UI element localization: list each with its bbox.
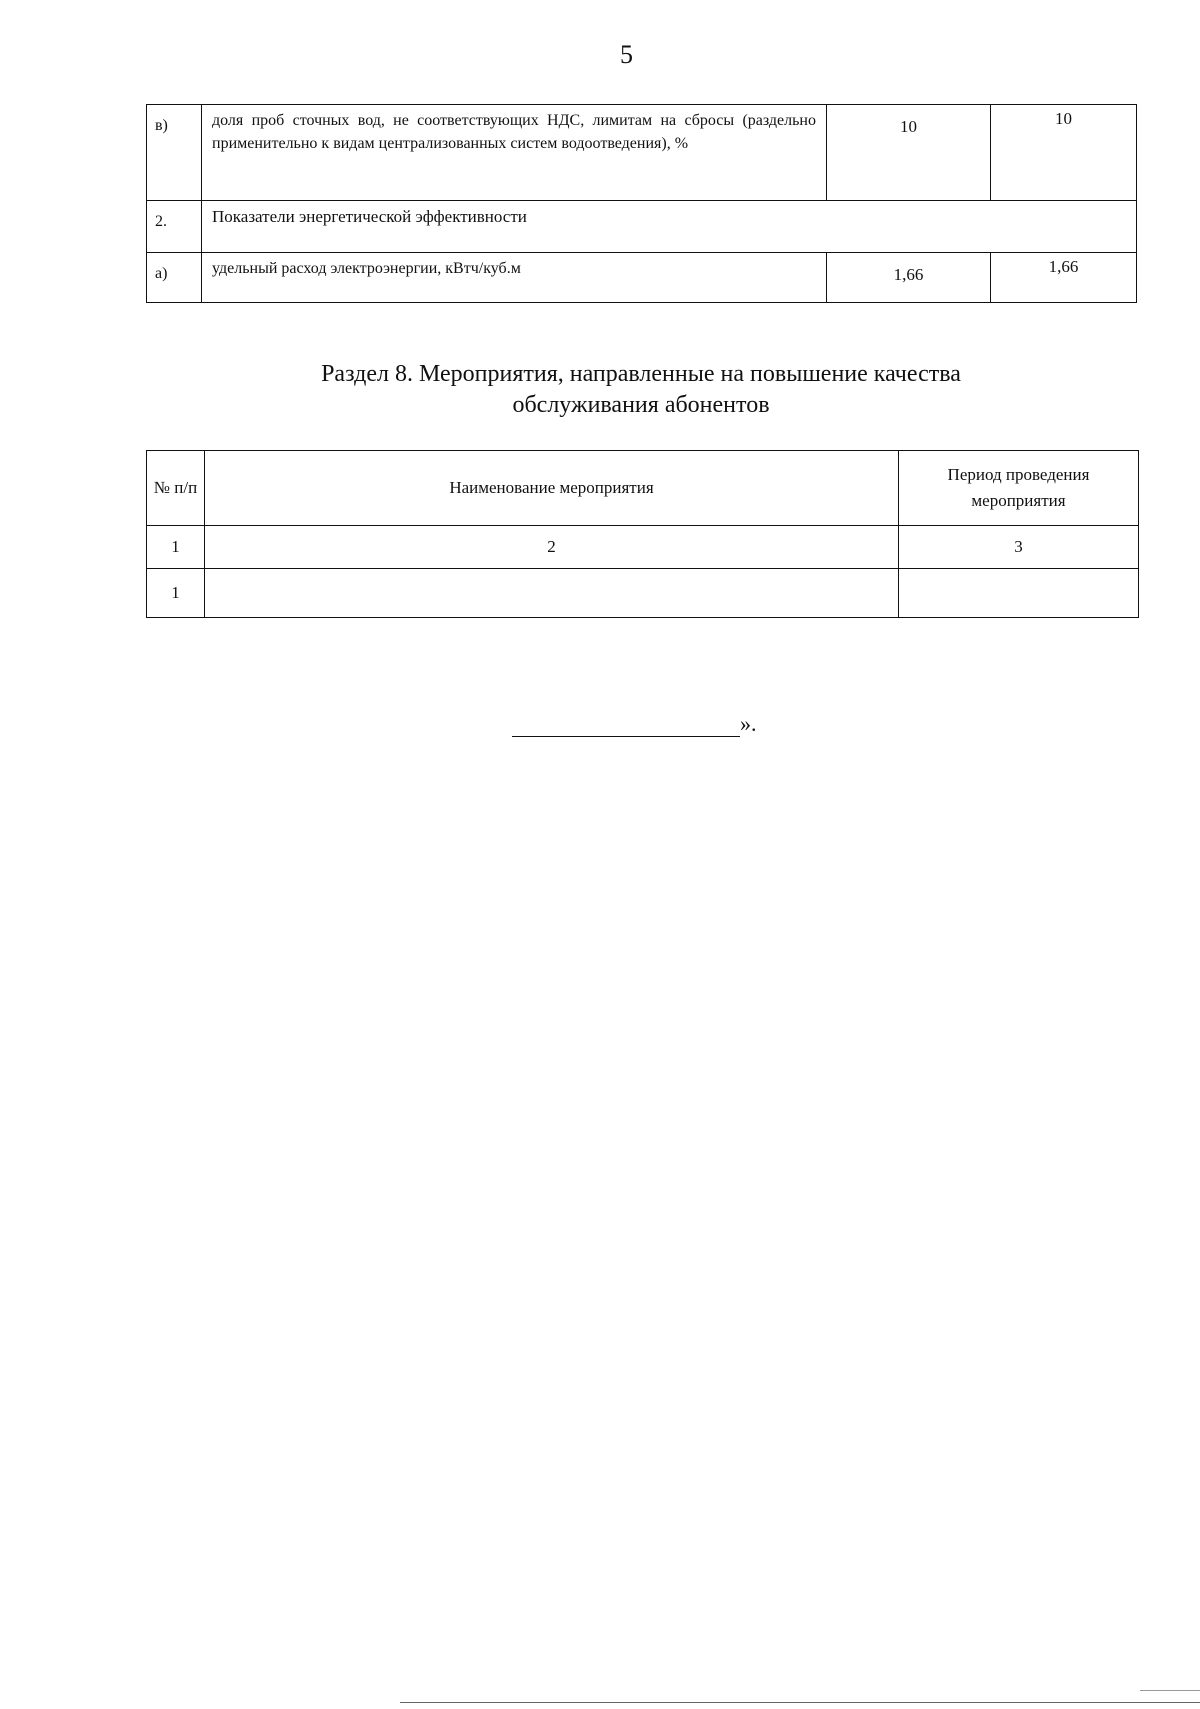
row-number: а) xyxy=(147,253,202,303)
section-heading-cell: Показатели энергетической эффективности xyxy=(202,201,1137,253)
closing-quote: ». xyxy=(740,711,757,736)
closing-line xyxy=(512,708,757,737)
column-header-name: Наименование мероприятия xyxy=(205,451,899,526)
table-row xyxy=(147,201,1137,253)
row-number: в) xyxy=(147,105,202,201)
table-row xyxy=(147,253,1137,303)
section-title-line: Раздел 8. Мероприятия, направленные на повышение качества xyxy=(321,361,961,387)
scan-artifact xyxy=(400,1702,1200,1703)
indicator-value: 10 xyxy=(827,105,991,201)
indicators-table xyxy=(146,104,1137,303)
column-index: 3 xyxy=(899,526,1139,569)
scan-artifact xyxy=(1140,1690,1200,1691)
row-number: 1 xyxy=(147,569,205,618)
column-header-number: № п/п xyxy=(147,451,205,526)
section-title-line: обслуживания абонентов xyxy=(512,392,770,418)
indicator-value: 1,66 xyxy=(991,253,1137,303)
table-row xyxy=(147,569,1139,618)
indicator-description: доля проб сточных вод, не соответствующих НДС, лимитам на сбросы (раздельно применительно к видам централизованных систем водоотведения), % xyxy=(202,105,827,201)
table-header-row xyxy=(147,451,1139,526)
column-header-period: Период проведения мероприятия xyxy=(899,451,1139,526)
blank-underline xyxy=(512,708,740,737)
column-index-row xyxy=(147,526,1139,569)
measures-table xyxy=(146,450,1139,618)
indicator-description: удельный расход электроэнергии, кВтч/куб.м xyxy=(202,253,827,303)
indicator-value: 10 xyxy=(991,105,1137,201)
column-index: 1 xyxy=(147,526,205,569)
page-number: 5 xyxy=(620,40,633,69)
table-row xyxy=(147,105,1137,201)
measure-period xyxy=(899,569,1139,618)
indicator-value: 1,66 xyxy=(827,253,991,303)
column-index: 2 xyxy=(205,526,899,569)
row-number: 2. xyxy=(147,201,202,253)
measure-name xyxy=(205,569,899,618)
section-title xyxy=(146,359,1136,421)
